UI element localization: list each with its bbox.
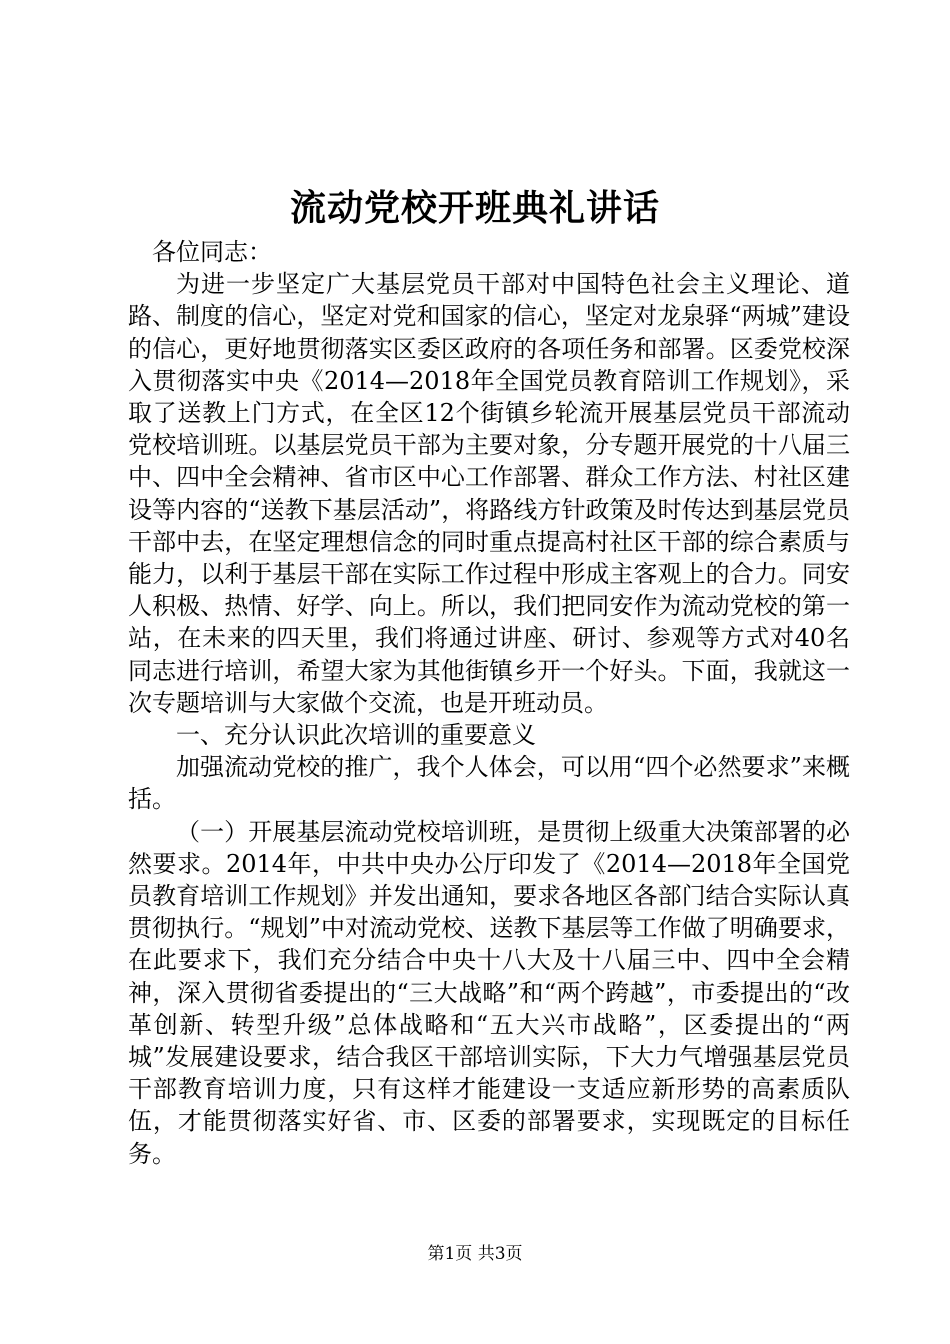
document-title: 流动党校开班典礼讲话 bbox=[289, 187, 660, 229]
document-body bbox=[128, 236, 850, 1170]
salutation: 各位同志： bbox=[152, 238, 272, 266]
section-heading-1: 一、充分认识此次培训的重要意义 bbox=[176, 721, 536, 750]
paragraph-summary: 加强流动党校的推广，我个人体会，可以用“四个必然要求”来概括。 bbox=[128, 753, 850, 814]
paragraph-point-1: （一）开展基层流动党校培训班，是贯彻上级重大决策部署的必然要求。2014年，中共中央办公厅印发了《2014—2018年全国党员教育培训工作规划》并发出通知，要求各地区各部门结合实际认真贯彻执行。“规划”中对流动党校、送教下基层等工作做了明确要求，在此要求下，我们充分结合中央十八大及十八届三中、四中全会精神，深入贯彻省委提出的“三大战略”和“两个跨越”，市委提出的“改革创新、转型升级”总体战略和“五大兴市战略”，区委提出的“两城”发展建设要求，结合我区干部培训实际，下大力气增强基层党员干部教育培训力度，只有这样才能建设一支适应新形势的高素质队伍，才能贯彻落实好省、市、区委的部署要求，实现既定的目标任务。 bbox=[128, 817, 850, 1168]
paragraph-intro: 为进一步坚定广大基层党员干部对中国特色社会主义理论、道路、制度的信心，坚定对党和国家的信心，坚定对龙泉驿“两城”建设的信心，更好地贯彻落实区委区政府的各项任务和部署。区委党校深入贯彻落实中央《2014—2018年全国党员教育陪训工作规划》，采取了送教上门方式，在全区12个街镇乡轮流开展基层党员干部流动党校培训班。以基层党员干部为主要对象，分专题开展党的十八届三中、四中全会精神、省市区中心工作部署、群众工作方法、村社区建设等内容的“送教下基层活动”，将路线方针政策及时传达到基层党员干部中去，在坚定理想信念的同时重点提高村社区干部的综合素质与能力，以利于基层干部在实际工作过程中形成主客观上的合力。同安人积极、热情、好学、向上。所以，我们把同安作为流动党校的第一站，在未来的四天里，我们将通过讲座、研讨、参观等方式对40名同志进行培训，希望大家为其他街镇乡开一个好头。下面，我就这一次专题培训与大家做个交流，也是开班动员。 bbox=[128, 270, 850, 717]
page-footer: 第1页 共3页 bbox=[427, 1244, 523, 1264]
